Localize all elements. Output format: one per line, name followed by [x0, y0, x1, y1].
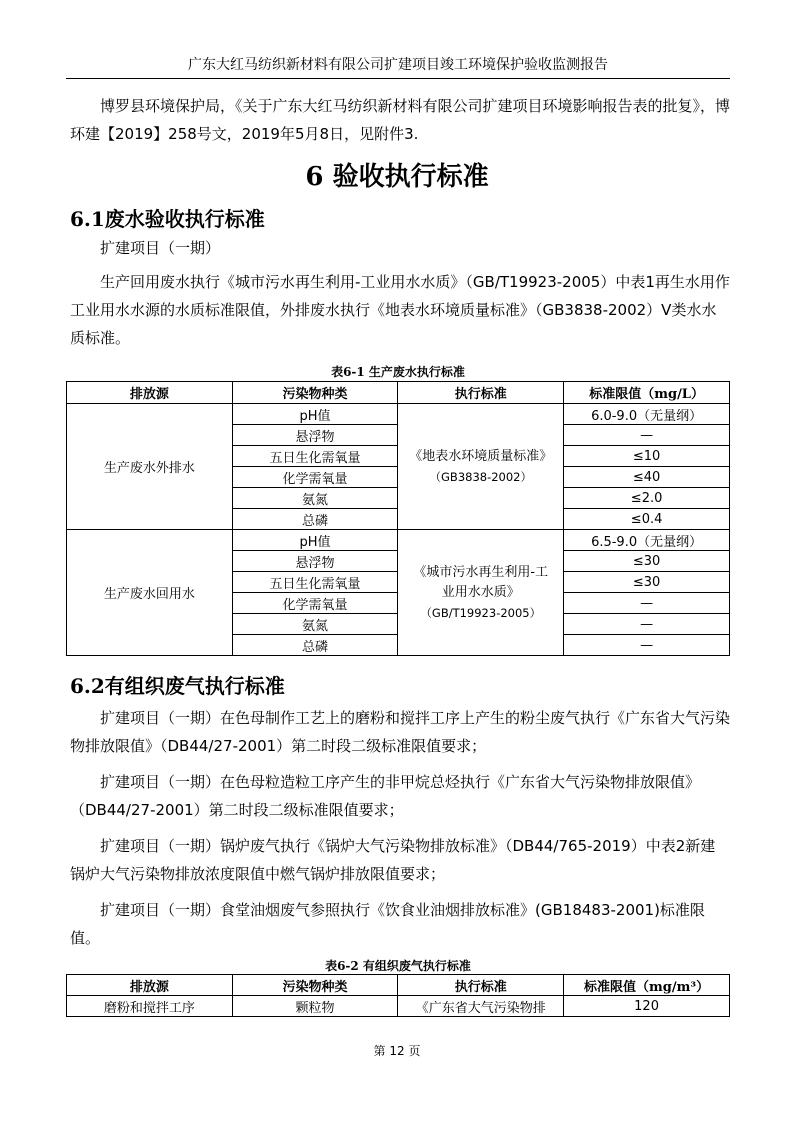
header-pollutant: 污染物种类 — [232, 382, 398, 404]
source-cell: 生产废水外排水 — [67, 404, 233, 530]
paragraph-wastewater-standard: 生产回用废水执行《城市污水再生利用-工业用水水质》（GB/T19923-2005）中表1再生水用作工业用水水源的水质标准限值，外排废水执行《地表水环境质量标准》（GB3838-2002）Ⅴ类水水质标准。 — [70, 273, 730, 347]
section-title-wastewater: 6.1废水验收执行标准 — [70, 207, 265, 231]
limit-cell: 6.5-9.0（无量纲） — [564, 530, 730, 551]
pollutant-cell: 悬浮物 — [232, 551, 398, 572]
limit-cell: 120 — [564, 996, 730, 1017]
pollutant-cell: 总磷 — [232, 509, 398, 530]
source-cell: 磨粉和搅拌工序 — [67, 996, 233, 1017]
pollutant-cell: 五日生化需氧量 — [232, 446, 398, 467]
standard-name: 《地表水环境质量标准》 — [409, 448, 553, 464]
pollutant-cell: 化学需氧量 — [232, 593, 398, 614]
exhaust-standard-table — [66, 974, 730, 1017]
intro-paragraph: 博罗县环境保护局，《关于广东大红马纺织新材料有限公司扩建项目环境影响报告表的批复》，博环建【2019】258号文，2019年5月8日，见附件3. — [70, 97, 731, 143]
pollutant-cell: pH值 — [232, 530, 398, 551]
source-cell: 生产废水回用水 — [67, 530, 233, 656]
header-standard: 执行标准 — [398, 975, 564, 996]
wastewater-standard-table — [66, 381, 730, 656]
exhaust-paragraph-1: 扩建项目（一期）在色母制作工艺上的磨粉和搅拌工序上产生的粉尘废气执行《广东省大气污染物排放限值》（DB44/27-2001）第二时段二级标准限值要求； — [70, 709, 731, 755]
paragraph-scope: 扩建项目（一期） — [100, 239, 221, 257]
header-source: 排放源 — [67, 382, 233, 404]
standard-name: 《城市污水再生利用-工业用水水质》 — [413, 564, 549, 600]
standard-code: （GB/T19923-2005） — [420, 605, 542, 620]
pollutant-cell: 颗粒物 — [232, 996, 398, 1017]
limit-cell: ≤10 — [564, 446, 730, 467]
limit-cell: ≤30 — [564, 551, 730, 572]
limit-cell: ≤30 — [564, 572, 730, 593]
pollutant-cell: pH值 — [232, 404, 398, 425]
page-number: 第 12 页 — [373, 1044, 421, 1058]
table2-caption: 表6-2 有组织废气执行标准 — [325, 959, 471, 973]
standard-code: （GB3838-2002） — [429, 469, 532, 484]
limit-cell: ≤40 — [564, 467, 730, 488]
exhaust-paragraph-3: 扩建项目（一期）锅炉废气执行《锅炉大气污染物排放标准》（DB44/765-2019）中表2新建锅炉大气污染物排放浓度限值中燃气锅炉排放限值要求； — [70, 837, 716, 883]
header-limit: 标准限值（mg/m³） — [564, 975, 730, 996]
standard-cell — [398, 404, 564, 530]
limit-cell: — — [564, 635, 730, 656]
table1-caption: 表6-1 生产废水执行标准 — [331, 365, 465, 379]
chapter-title: 6 验收执行标准 — [305, 162, 489, 192]
header-limit: 标准限值（mg/L） — [564, 382, 730, 404]
page-header: 广东大红马纺织新材料有限公司扩建项目竣工环境保护验收监测报告 — [66, 52, 730, 79]
header-source: 排放源 — [67, 975, 233, 996]
limit-cell: ≤2.0 — [564, 488, 730, 509]
pollutant-cell: 氨氮 — [232, 614, 398, 635]
standard-cell: 《广东省大气污染物排 — [398, 996, 564, 1017]
limit-cell: ≤0.4 — [564, 509, 730, 530]
limit-cell: 6.0-9.0（无量纲） — [564, 404, 730, 425]
standard-cell — [398, 530, 564, 656]
header-standard: 执行标准 — [398, 382, 564, 404]
limit-cell: — — [564, 425, 730, 446]
pollutant-cell: 五日生化需氧量 — [232, 572, 398, 593]
header-pollutant: 污染物种类 — [232, 975, 398, 996]
exhaust-paragraph-2: 扩建项目（一期）在色母粒造粒工序产生的非甲烷总烃执行《广东省大气污染物排放限值》（DB44/27-2001）第二时段二级标准限值要求； — [70, 773, 701, 819]
pollutant-cell: 悬浮物 — [232, 425, 398, 446]
limit-cell: — — [564, 614, 730, 635]
pollutant-cell: 化学需氧量 — [232, 467, 398, 488]
section-title-exhaust: 6.2有组织废气执行标准 — [70, 674, 285, 698]
exhaust-paragraph-4: 扩建项目（一期）食堂油烟废气参照执行《饮食业油烟排放标准》(GB18483-2001)标准限值。 — [70, 901, 705, 947]
limit-cell: — — [564, 593, 730, 614]
pollutant-cell: 氨氮 — [232, 488, 398, 509]
pollutant-cell: 总磷 — [232, 635, 398, 656]
